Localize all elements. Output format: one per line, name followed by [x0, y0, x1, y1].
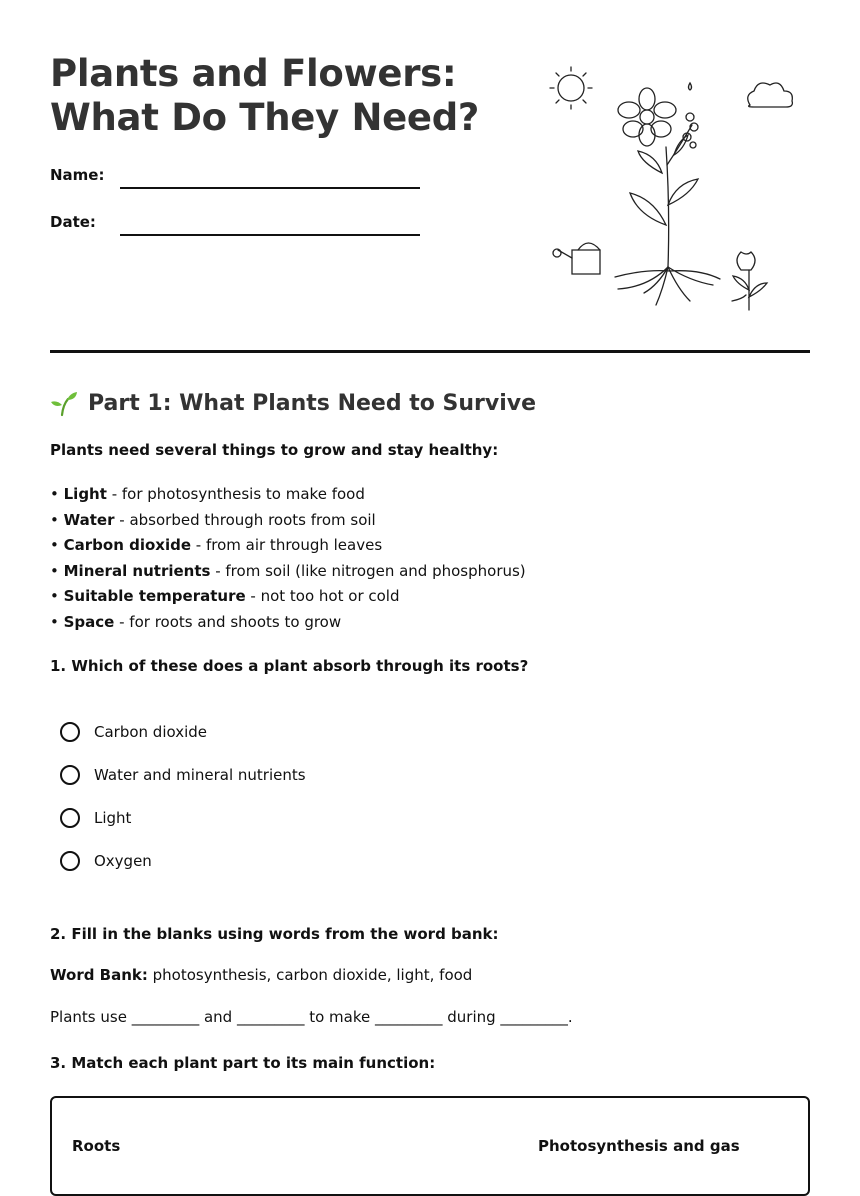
need-term: Carbon dioxide	[63, 536, 192, 555]
title-line-1: Plants and Flowers:	[50, 52, 457, 95]
flower-head	[618, 88, 676, 146]
cloud-icon	[748, 83, 793, 107]
need-term: Mineral nutrients	[63, 561, 211, 580]
radio-button[interactable]	[60, 851, 80, 871]
title-line-2: What Do They Need?	[50, 96, 480, 139]
section-1-title	[50, 390, 536, 418]
need-desc: - for roots and shoots to grow	[114, 612, 342, 631]
date-label: Date:	[50, 213, 96, 231]
word-bank	[50, 966, 472, 984]
option-label: Oxygen	[94, 852, 152, 870]
worksheet-title	[50, 52, 479, 140]
need-desc: - not too hot or cold	[245, 587, 400, 606]
match-item-roots[interactable]: Roots	[72, 1137, 121, 1155]
word-bank-label: Word Bank:	[50, 966, 148, 984]
small-flower	[732, 252, 767, 310]
q1-option-water-nutrients[interactable]	[60, 765, 306, 785]
list-item: • Carbon dioxide - from air through leaves	[50, 536, 383, 555]
option-label: Carbon dioxide	[94, 723, 208, 741]
seedling-icon	[50, 391, 78, 417]
name-field[interactable]	[120, 187, 420, 189]
needs-list	[50, 482, 526, 636]
watering-can-icon	[553, 243, 600, 274]
option-label: Water and mineral nutrients	[94, 766, 306, 784]
fill-in-sentence[interactable]: Plants use _________ and _________ to make _________ during _________.	[50, 1008, 573, 1026]
list-item: • Space - for roots and shoots to grow	[50, 612, 342, 631]
q1-option-carbon-dioxide[interactable]	[60, 722, 207, 742]
need-desc: - absorbed through roots from soil	[114, 510, 376, 529]
sun-icon	[550, 67, 592, 109]
need-desc: - for photosynthesis to make food	[106, 485, 365, 503]
question-2: 2. Fill in the blanks using words from the word bank:	[50, 925, 499, 943]
word-bank-words: photosynthesis, carbon dioxide, light, food	[147, 966, 473, 984]
need-term: Water	[63, 510, 115, 529]
need-term: Light	[63, 485, 107, 503]
list-item: • Water - absorbed through roots from soil	[50, 510, 376, 529]
need-term: Suitable temperature	[63, 587, 246, 606]
need-desc: - from air through leaves	[191, 536, 383, 555]
list-item: • Suitable temperature - not too hot or cold	[50, 587, 400, 606]
name-label: Name:	[50, 166, 105, 184]
list-item: • Mineral nutrients - from soil (like nitrogen and phosphorus)	[50, 561, 526, 580]
question-1: 1. Which of these does a plant absorb through its roots?	[50, 657, 529, 675]
radio-button[interactable]	[60, 722, 80, 742]
option-label: Light	[94, 809, 132, 827]
section-1-intro: Plants need several things to grow and stay healthy:	[50, 441, 499, 459]
match-function-photosynthesis[interactable]: Photosynthesis and gas	[538, 1137, 740, 1155]
water-drop-icon	[689, 83, 692, 90]
q1-option-light[interactable]	[60, 808, 131, 828]
question-3: 3. Match each plant part to its main function:	[50, 1054, 436, 1072]
radio-button[interactable]	[60, 765, 80, 785]
section-1-title-text: Part 1: What Plants Need to Survive	[88, 391, 537, 416]
list-item: • Light - for photosynthesis to make food	[50, 485, 365, 503]
q1-option-oxygen[interactable]	[60, 851, 152, 871]
date-field[interactable]	[120, 234, 420, 236]
section-divider	[50, 350, 810, 353]
need-desc: - from soil (like nitrogen and phosphorus)	[210, 561, 526, 580]
radio-button[interactable]	[60, 808, 80, 828]
plant-illustration	[540, 55, 810, 325]
need-term: Space	[63, 612, 115, 631]
